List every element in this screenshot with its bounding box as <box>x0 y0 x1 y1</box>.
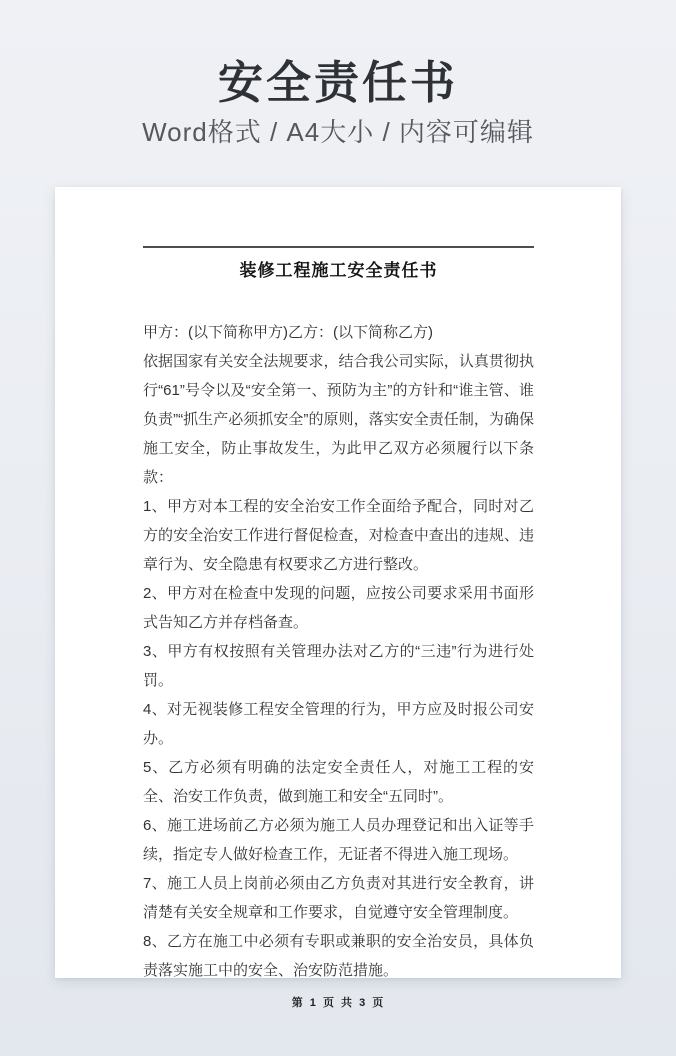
paragraph-clause-1: 1、甲方对本工程的安全治安工作全面给予配合，同时对乙方的安全治安工作进行督促检查，对检查中查出的违规、违章行为、安全隐患有权要求乙方进行整改。 <box>143 498 534 573</box>
paragraph-clause-5: 5、乙方必须有明确的法定安全责任人，对施工工程的安全、治安工作负责，做到施工和安全“五同时”。 <box>143 759 534 805</box>
promo-banner <box>0 0 676 147</box>
paragraph-clause-2: 2、甲方对在检查中发现的问题，应按公司要求采用书面形式告知乙方并存档备查。 <box>143 585 534 631</box>
document-title: 装修工程施工安全责任书 <box>239 261 438 280</box>
document-page-sheet <box>55 187 621 1009</box>
banner-title: 安全责任书 <box>217 57 458 108</box>
paragraph-clause-8: 8、乙方在施工中必须有专职或兼职的安全治安员，具体负责落实施工中的安全、治安防范措施。 <box>143 933 534 979</box>
paragraph-preamble: 依据国家有关安全法规要求，结合我公司实际，认真贯彻执行“61”号令以及“安全第一、预防为主”的方针和“谁主管、谁负责”“抓生产必须抓安全”的原则，落实安全责任制，为确保施工安全，防止事故发生，为此甲乙双方必须履行以下条款： <box>143 353 534 486</box>
header-rule <box>143 246 534 248</box>
paragraph-clause-7: 7、施工人员上岗前必须由乙方负责对其进行安全教育，讲清楚有关安全规章和工作要求，自觉遵守安全管理制度。 <box>143 875 534 921</box>
paragraph-clause-4: 4、对无视装修工程安全管理的行为，甲方应及时报公司安办。 <box>143 701 534 747</box>
banner-subtitle: Word格式 / A4大小 / 内容可编辑 <box>142 116 534 147</box>
paragraph-clause-3: 3、甲方有权按照有关管理办法对乙方的“三违”行为进行处罚。 <box>143 643 534 689</box>
page-number-footer: 第 1 页 共 3 页 <box>291 997 386 1009</box>
document-body <box>143 318 534 985</box>
paragraph-clause-6: 6、施工进场前乙方必须为施工人员办理登记和出入证等手续，指定专人做好检查工作，无证者不得进入施工现场。 <box>143 817 534 863</box>
paragraph-parties: 甲方：(以下简称甲方)乙方：(以下简称乙方) <box>143 324 433 341</box>
